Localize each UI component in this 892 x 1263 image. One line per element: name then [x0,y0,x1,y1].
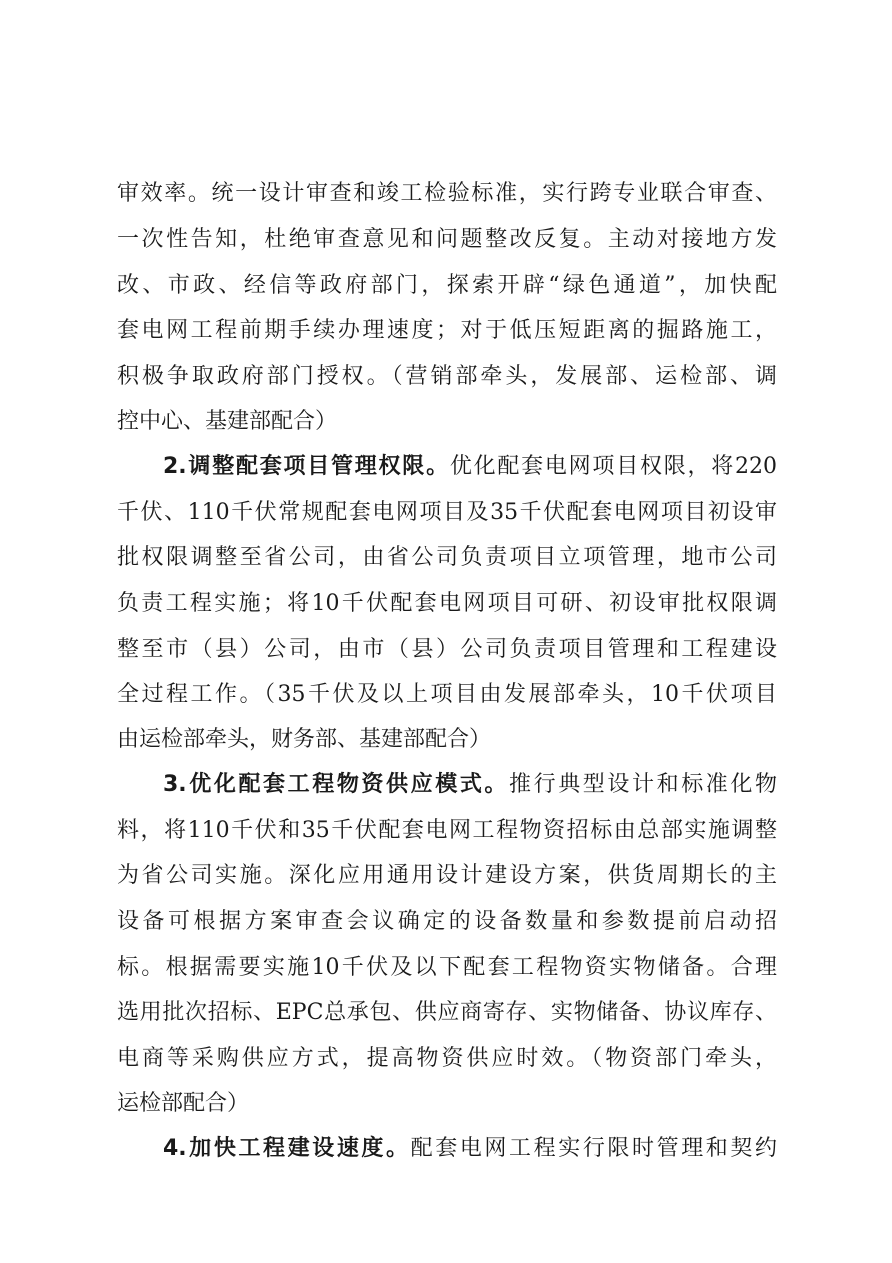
paragraph-2-line-4: 负责工程实施；将10千伏配套电网项目可研、初设审批权限调 [117,591,777,616]
paragraph-3-line-6: 选用批次招标、EPC总承包、供应商寄存、实物储备、协议库存、 [117,1000,777,1025]
paragraph-2-first-text: 优化配套电网项目权限，将220 [449,454,777,479]
paragraph-3-first-line [163,766,777,804]
paragraph-2-line-7: 由运检部牵头，财务部、基建部配合） [117,727,492,752]
paragraph-3-line-4: 设备可根据方案审查会议确定的设备数量和参数提前启动招 [117,909,777,934]
paragraph-4-first-line [163,1130,777,1168]
paragraph-1-line-3: 改、市政、经信等政府部门，探索开辟“绿色通道”，加快配 [117,273,777,298]
paragraph-2-line-6: 全过程工作。（35千伏及以上项目由发展部牵头，10千伏项目 [117,682,777,707]
paragraph-2-line-2: 千伏、110千伏常规配套电网项目及35千伏配套电网项目初设审 [117,500,777,525]
paragraph-3-line-7: 电商等采购供应方式，提高物资供应时效。（物资部门牵头， [117,1046,777,1071]
paragraph-1-line-4: 套电网工程前期手续办理速度；对于低压短距离的掘路施工， [117,318,777,343]
paragraph-3-line-5: 标。根据需要实施10千伏及以下配套工程物资实物储备。合理 [117,955,777,980]
paragraph-1-line-5: 积极争取政府部门授权。（营销部牵头，发展部、运检部、调 [117,364,777,389]
paragraph-3-first-text: 推行典型设计和标准化物 [509,772,777,797]
paragraph-4-first-text: 配套电网工程实行限时管理和契约 [410,1136,777,1161]
paragraph-3-line-8: 运检部配合） [117,1091,250,1116]
paragraph-3-line-3: 为省公司实施。深化应用通用设计建设方案，供货周期长的主 [117,863,777,888]
paragraph-1-line-1: 审效率。统一设计审查和竣工检验标准，实行跨专业联合审查、 [117,181,777,206]
paragraph-4-heading: 4.加快工程建设速度。 [163,1136,411,1161]
paragraph-1-line-6: 控中心、基建部配合） [117,409,338,434]
paragraph-2-heading: 2.调整配套项目管理权限。 [163,454,450,479]
paragraph-2-first-line [163,448,777,486]
paragraph-2-line-3: 批权限调整至省公司，由省公司负责项目立项管理，地市公司 [117,545,777,570]
paragraph-1-line-2: 一次性告知，杜绝审查意见和问题整改反复。主动对接地方发 [117,227,777,252]
paragraph-3-heading: 3.优化配套工程物资供应模式。 [163,772,510,797]
paragraph-3-line-2: 料，将110千伏和35千伏配套电网工程物资招标由总部实施调整 [117,818,777,843]
paragraph-2-line-5: 整至市（县）公司，由市（县）公司负责项目管理和工程建设 [117,637,777,662]
